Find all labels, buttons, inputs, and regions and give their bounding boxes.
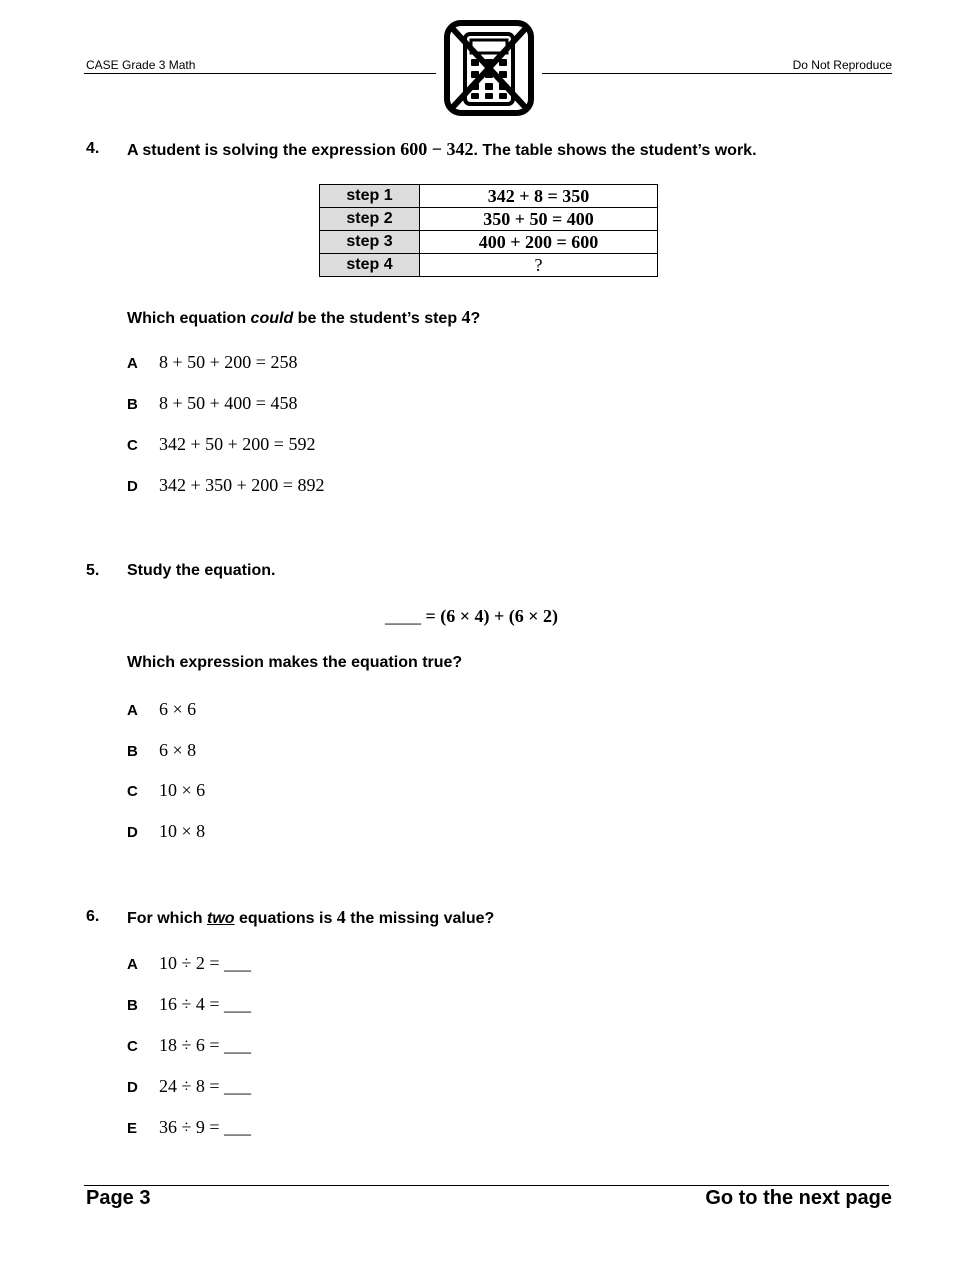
answer-option[interactable]: 10 × 6 xyxy=(159,780,206,800)
student-work-table xyxy=(319,184,658,277)
question-5-prompt: Study the equation. xyxy=(127,562,276,579)
no-calculator-icon xyxy=(444,20,534,116)
question-4-prompt: A student is solving the expression 600 − 342. The table shows the student’s work. xyxy=(127,139,757,159)
table-row xyxy=(320,208,658,231)
answer-option[interactable]: 36 ÷ 9 = ___ xyxy=(159,1117,252,1137)
question-5-number: 5. xyxy=(86,562,100,579)
option-letter[interactable]: A xyxy=(127,956,138,973)
question-4-question: Which equation could be the student’s step 4? xyxy=(127,307,481,327)
step-label: step 3 xyxy=(320,231,420,254)
page-number: Page 3 xyxy=(86,1187,151,1209)
option-letter[interactable]: B xyxy=(127,743,138,760)
header-rule-right xyxy=(542,73,892,74)
step-label: step 1 xyxy=(320,185,420,208)
answer-option[interactable]: 342 + 350 + 200 = 892 xyxy=(159,475,325,495)
step-equation: 342 + 8 = 350 xyxy=(420,185,658,208)
table-row xyxy=(320,254,658,277)
answer-option[interactable]: 342 + 50 + 200 = 592 xyxy=(159,434,316,454)
expression: 600 − 342 xyxy=(400,139,474,159)
equation-blank: ____ xyxy=(385,606,421,626)
equation: ____ = (6 × 4) + (6 × 2) xyxy=(385,606,559,626)
next-page-note: Go to the next page xyxy=(705,1187,892,1209)
question-6-number: 6. xyxy=(86,908,100,925)
question-6-prompt: For which two equations is 4 the missing value? xyxy=(127,907,495,927)
step-equation: ? xyxy=(420,254,658,277)
option-letter[interactable]: C xyxy=(127,437,138,454)
answer-option[interactable]: 18 ÷ 6 = ___ xyxy=(159,1035,252,1055)
answer-option[interactable]: 8 + 50 + 400 = 458 xyxy=(159,393,298,413)
option-letter[interactable]: D xyxy=(127,824,138,841)
answer-option[interactable]: 8 + 50 + 200 = 258 xyxy=(159,352,298,372)
answer-option[interactable]: 6 × 8 xyxy=(159,740,197,760)
option-letter[interactable]: E xyxy=(127,1120,138,1137)
answer-option[interactable]: 24 ÷ 8 = ___ xyxy=(159,1076,252,1096)
table-row xyxy=(320,231,658,254)
footer-rule xyxy=(84,1185,889,1186)
question-5-question: Which expression makes the equation true? xyxy=(127,654,463,671)
header-rule-left xyxy=(84,73,436,74)
step-label: step 4 xyxy=(320,254,420,277)
table-row xyxy=(320,185,658,208)
answer-option[interactable]: 10 ÷ 2 = ___ xyxy=(159,953,252,973)
option-letter[interactable]: A xyxy=(127,355,138,372)
question-4-number: 4. xyxy=(86,140,100,157)
answer-option[interactable]: 16 ÷ 4 = ___ xyxy=(159,994,252,1014)
option-letter[interactable]: B xyxy=(127,396,138,413)
option-letter[interactable]: C xyxy=(127,783,138,800)
option-letter[interactable]: D xyxy=(127,478,138,495)
option-letter[interactable]: B xyxy=(127,997,138,1014)
answer-option[interactable]: 10 × 8 xyxy=(159,821,206,841)
header-notice: Do Not Reproduce xyxy=(792,58,892,72)
option-letter[interactable]: D xyxy=(127,1079,138,1096)
header-title: CASE Grade 3 Math xyxy=(86,58,196,72)
step-label: step 2 xyxy=(320,208,420,231)
option-letter[interactable]: A xyxy=(127,702,138,719)
step-equation: 350 + 50 = 400 xyxy=(420,208,658,231)
answer-option[interactable]: 6 × 6 xyxy=(159,699,197,719)
step-equation: 400 + 200 = 600 xyxy=(420,231,658,254)
option-letter[interactable]: C xyxy=(127,1038,138,1055)
